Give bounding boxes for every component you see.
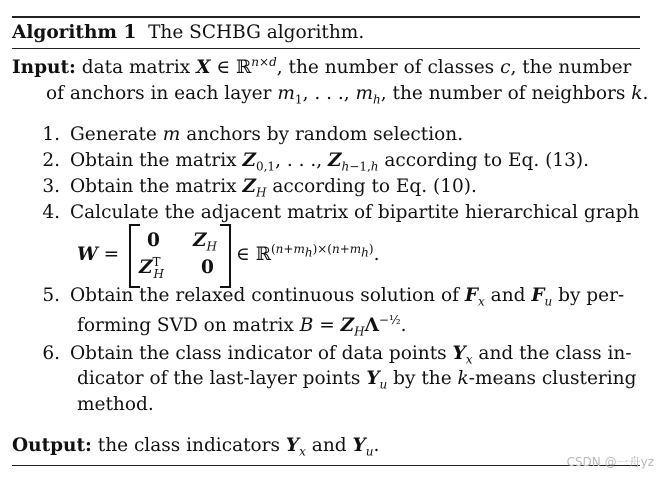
- step-2: 2. Obtain the matrix $Z_{0,1}$, . . ., $Z_{h-1,h}$ according to Eq. (13).: [42, 150, 589, 174]
- input-line-2: of anchors in each layer $m_1$, . . ., $m_h$, the number of neighbors k.: [46, 83, 649, 107]
- matrix-cell-22: 0: [201, 257, 214, 278]
- matrix-cell-12: $Z_H$: [193, 230, 217, 254]
- output-line: Output: the class indicators $Y_x$ and $Y_u$.: [12, 435, 380, 459]
- step-5-line-2: forming SVD on matrix $B = Z_H\Lambda^{-\frac{1}{2}}$.: [77, 312, 407, 339]
- output-label: Output:: [12, 435, 92, 456]
- matrix-cell-11: 0: [147, 230, 160, 251]
- algorithm-title: The SCHBG algorithm.: [148, 22, 365, 43]
- input-line-1: Input: data matrix X ∈ ℝ$^{n\times d}$, the number of classes c, the number: [12, 54, 632, 78]
- bottom-rule: [12, 465, 640, 466]
- watermark: CSDN @一舟yz: [566, 455, 654, 469]
- matrix-cell-21: $Z^T_H$: [139, 254, 164, 281]
- algorithm-header: [12, 21, 364, 45]
- adjacency-matrix: [129, 224, 231, 286]
- algorithm-label: Algorithm 1: [12, 22, 137, 43]
- step-3: 3. Obtain the matrix $Z_H$ according to Eq. (10).: [42, 176, 477, 200]
- step-6-line-1: 6. Obtain the class indicator of data points $Y_x$ and the class in-: [42, 343, 632, 367]
- step-6-line-3: method.: [77, 394, 154, 415]
- right-bracket: [220, 224, 231, 288]
- step-4-equation-rhs: ∈ ℝ$^{(n+m_h)\times(n+m_h)}$.: [236, 241, 380, 265]
- header-rule: [12, 48, 640, 49]
- input-label: Input:: [12, 57, 76, 78]
- step-4: 4. Calculate the adjacent matrix of bipartite hierarchical graph: [42, 202, 640, 223]
- step-6-line-2: dicator of the last-layer points $Y_u$ by the k-means clustering: [77, 368, 637, 392]
- step-4-equation-lhs: W =: [77, 244, 120, 265]
- step-5-line-1: 5. Obtain the relaxed continuous solution of $F_x$ and $F_u$ by per-: [42, 285, 625, 309]
- step-1: 1. Generate m anchors by random selection.: [42, 124, 464, 145]
- top-rule: [12, 16, 640, 18]
